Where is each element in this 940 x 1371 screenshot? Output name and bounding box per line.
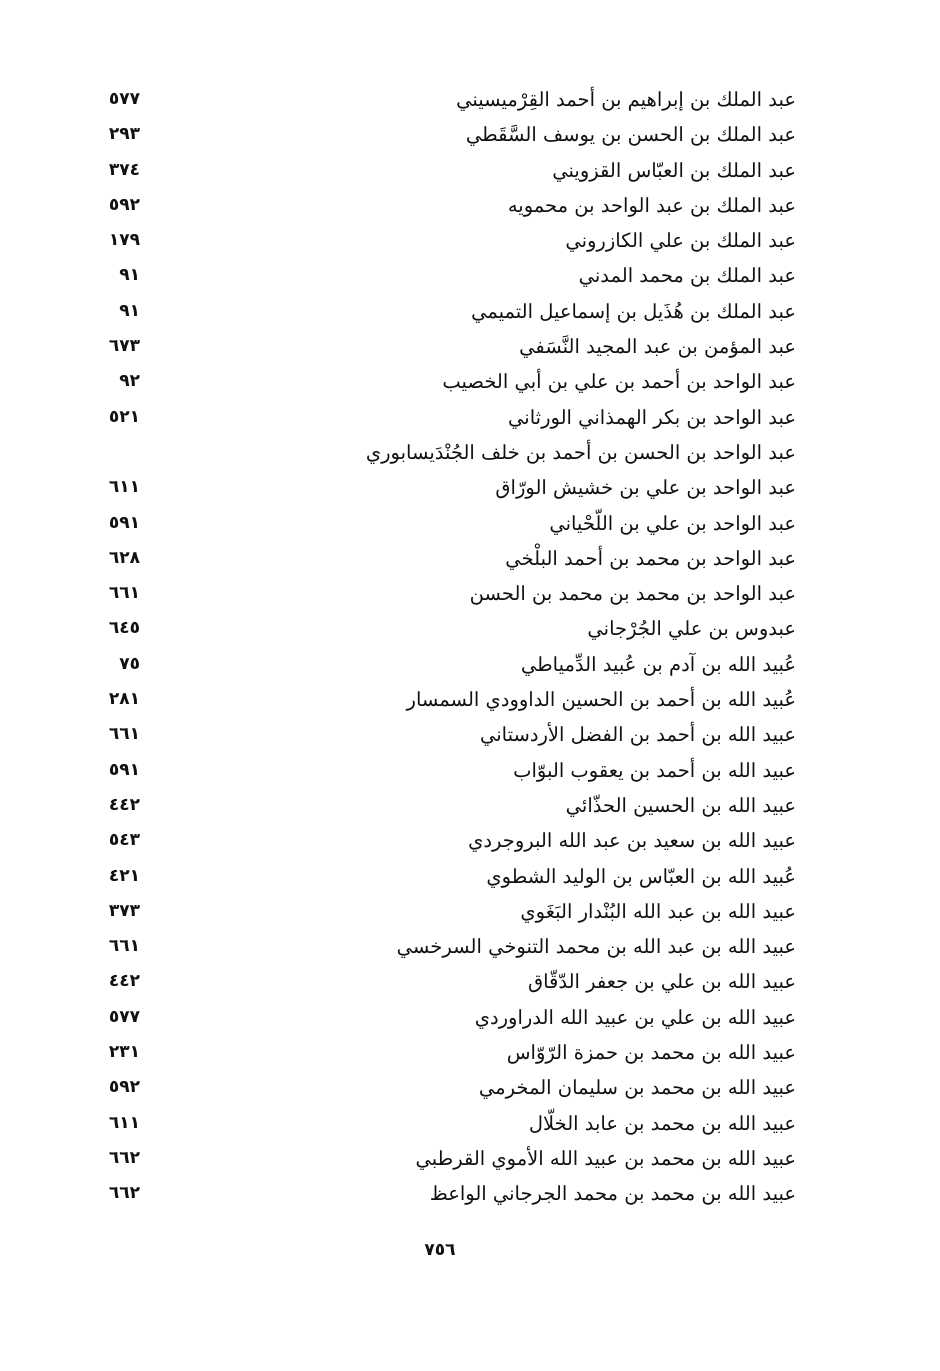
- entry-name: عُبيد الله بن آدم بن عُبيد الدِّمياطي: [520, 652, 796, 676]
- entry-name: عبيد الله بن عبد الله البُنْدار البَغَوي: [520, 899, 796, 923]
- index-entry: [100, 1176, 800, 1211]
- entry-page-number: ٢٣١: [108, 1042, 140, 1063]
- index-entry: [100, 682, 800, 717]
- entry-name: عبيد الله بن أحمد بن الفضل الأردستاني: [479, 723, 796, 747]
- entry-page-number: ٦١١: [108, 1112, 140, 1133]
- entry-page-number: ٦٦٢: [108, 1183, 140, 1204]
- entry-page-number: ١٧٩: [108, 230, 140, 251]
- entry-name: عبيد الله بن سعيد بن عبد الله البروجردي: [468, 829, 796, 853]
- entry-page-number: ٦٦١: [108, 583, 140, 604]
- index-entry: [100, 506, 800, 541]
- entry-page-number: ٦٧٣: [108, 336, 140, 357]
- entry-name: عبد الواحد بن الحسن بن أحمد بن خلف الجُنْدَيسابوري: [365, 440, 796, 464]
- entry-name: عبدوس بن علي الجُرْجاني: [587, 617, 796, 641]
- entry-page-number: ٤٤٢: [108, 971, 140, 992]
- entry-name: عبد الواحد بن علي بن اللّحْياني: [549, 511, 796, 535]
- index-entry: [100, 753, 800, 788]
- index-entry-list: [100, 82, 800, 1212]
- index-entry: [100, 1035, 800, 1070]
- index-entry: [100, 364, 800, 399]
- entry-name: عبد الواحد بن علي بن خشيش الورّاق: [495, 476, 796, 500]
- index-entry: [100, 1070, 800, 1105]
- index-entry: [100, 859, 800, 894]
- index-entry: [100, 647, 800, 682]
- entry-page-number: ٤٢١: [108, 865, 140, 886]
- entry-page-number: ٧٥: [119, 653, 140, 674]
- entry-page-number: ٦٢٨: [108, 547, 140, 568]
- index-entry: [100, 576, 800, 611]
- index-entry: [100, 894, 800, 929]
- index-entry: [100, 823, 800, 858]
- entry-name: عبد الملك بن هُذَيل بن إسماعيل التميمي: [471, 299, 796, 323]
- entry-page-number: ٩١: [119, 300, 140, 321]
- entry-name: عُبيد الله بن العبّاس بن الوليد الشطوي: [486, 864, 796, 888]
- entry-name: عُبيد الله بن أحمد بن الحسين الداوودي السمسار: [406, 688, 796, 712]
- entry-name: عبد الملك بن الحسن بن يوسف السَّقَطي: [465, 123, 796, 147]
- entry-page-number: ٤٤٢: [108, 794, 140, 815]
- index-entry: [100, 470, 800, 505]
- entry-page-number: ٥٤٣: [108, 830, 140, 851]
- index-entry: [100, 717, 800, 752]
- entry-name: عبيد الله بن عبد الله بن محمد التنوخي السرخسي: [396, 935, 796, 959]
- index-entry: [100, 929, 800, 964]
- entry-page-number: ٦٤٥: [108, 618, 140, 639]
- entry-name: عبد الواحد بن بكر الهمذاني الورثاني: [508, 405, 796, 429]
- entry-page-number: ٣٧٤: [108, 159, 140, 180]
- entry-page-number: ٦١١: [108, 477, 140, 498]
- entry-page-number: ٦٦١: [108, 724, 140, 745]
- entry-page-number: ٥٩١: [108, 759, 140, 780]
- entry-page-number: ٥٩٢: [108, 194, 140, 215]
- index-entry: [100, 541, 800, 576]
- entry-name: عبيد الله بن الحسين الحذّائي: [565, 793, 796, 817]
- index-entry: [100, 258, 800, 293]
- index-entry: [100, 1106, 800, 1141]
- entry-name: عبد الواحد بن أحمد بن علي بن أبي الخصيب: [442, 370, 796, 394]
- entry-page-number: ٥٢١: [108, 406, 140, 427]
- entry-page-number: ٢٨١: [108, 689, 140, 710]
- entry-page-number: ٣٧٣: [108, 900, 140, 921]
- entry-page-number: ٩١: [119, 265, 140, 286]
- index-entry: [100, 400, 800, 435]
- index-entry: [100, 1141, 800, 1176]
- entry-name: عبد الملك بن عبد الواحد بن محمويه: [507, 193, 796, 217]
- entry-page-number: ٥٧٧: [108, 89, 140, 109]
- entry-name: عبد الملك بن علي الكازروني: [565, 229, 796, 253]
- entry-page-number: ٥٧٧: [108, 1006, 140, 1027]
- page-number: ٧٥٦: [424, 1240, 456, 1260]
- entry-name: عبد الملك بن إبراهيم بن أحمد القِرْميسيني: [456, 88, 796, 111]
- index-entry: [100, 964, 800, 999]
- index-entry: [100, 611, 800, 646]
- index-entry: [100, 294, 800, 329]
- entry-name: عبيد الله بن علي بن عبيد الله الدراوردي: [474, 1005, 796, 1029]
- entry-page-number: ٥٩٢: [108, 1077, 140, 1098]
- index-entry: [100, 329, 800, 364]
- entry-page-number: ٥٩١: [108, 512, 140, 533]
- entry-name: عبد الواحد بن محمد بن محمد بن الحسن: [469, 582, 796, 606]
- index-entry: [100, 117, 800, 152]
- entry-name: عبيد الله بن محمد بن عبيد الله الأموي القرطبي: [415, 1146, 796, 1170]
- entry-page-number: ٦٦١: [108, 936, 140, 957]
- entry-name: عبيد الله بن محمد بن عابد الخلّال: [528, 1111, 796, 1135]
- entry-page-number: ٦٦٢: [108, 1147, 140, 1168]
- entry-name: عبيد الله بن محمد بن سليمان المخرمي: [478, 1076, 796, 1100]
- entry-name: عبيد الله بن محمد بن محمد الجرجاني الواعظ: [429, 1182, 796, 1206]
- entry-name: عبد الواحد بن محمد بن أحمد البلْخي: [505, 546, 796, 570]
- index-entry: [100, 82, 800, 117]
- entry-name: عبد الملك بن العبّاس القزويني: [552, 158, 796, 182]
- entry-page-number: ٢٩٣: [108, 124, 140, 145]
- entry-name: عبيد الله بن علي بن جعفر الدّقّاق: [527, 970, 796, 994]
- index-entry: [100, 435, 800, 470]
- entry-name: عبيد الله بن أحمد بن يعقوب البوّاب: [513, 758, 796, 782]
- entry-name: عبد الملك بن محمد المدني: [578, 264, 796, 288]
- entry-page-number: ٩٢: [119, 371, 140, 392]
- index-entry: [100, 188, 800, 223]
- entry-name: عبد المؤمن بن عبد المجيد النَّسَفي: [519, 335, 796, 359]
- entry-name: عبيد الله بن محمد بن حمزة الرّوّاس: [506, 1041, 796, 1065]
- index-entry: [100, 1000, 800, 1035]
- index-entry: [100, 788, 800, 823]
- index-entry: [100, 153, 800, 188]
- index-entry: [100, 223, 800, 258]
